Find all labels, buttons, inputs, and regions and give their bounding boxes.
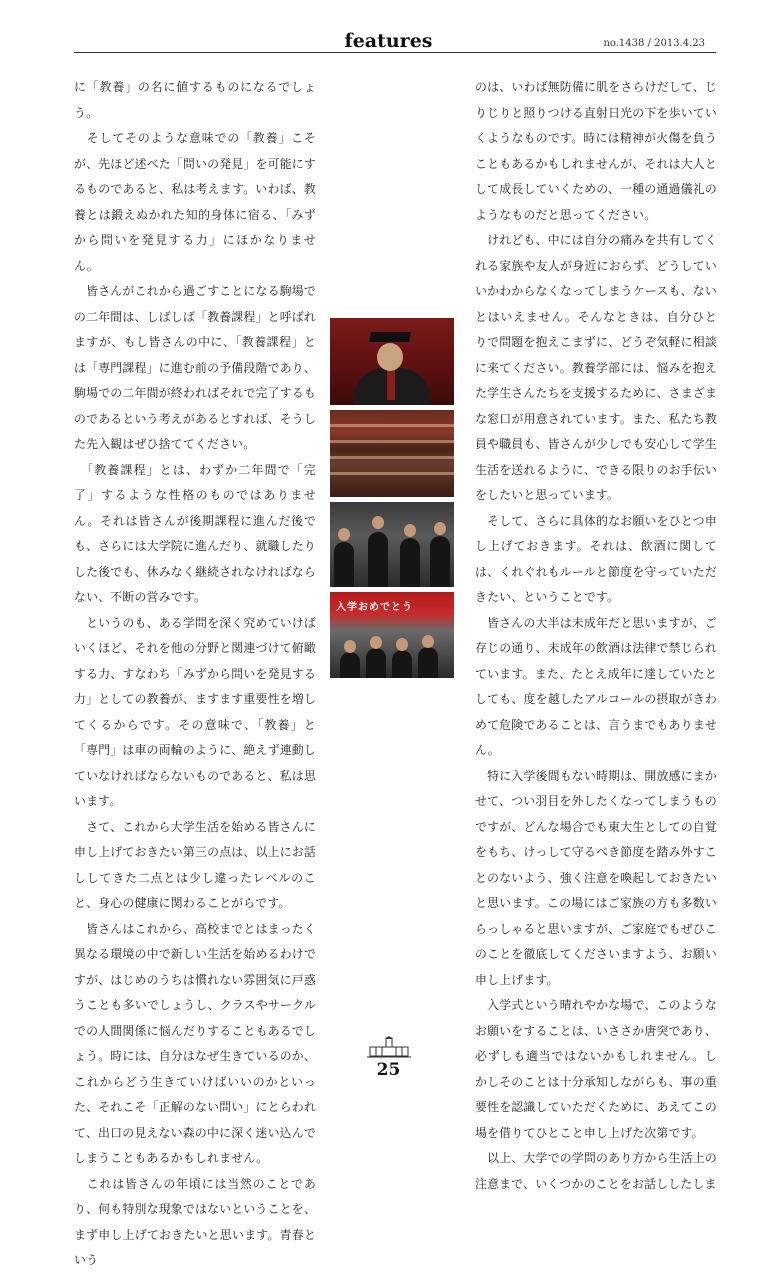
issue-info: no.1438 / 2013.4.23 — [603, 38, 705, 49]
students-clapping-photo — [330, 502, 454, 587]
right-column — [475, 75, 717, 1197]
paragraph: 特に入学後間もない時期は、開放感にまかせて、つい羽目を外したくなってしまうものですが、どんな場合でも東大生としての自覚をもち、けっして守るべき節度を踏み外すことのないよう、強く注意を喚起しておきたいと思います。この場にはご家族の方も多数いらっしゃると思いますが、ご家庭でもぜひこのことを徹底してくださいますよう、お願い申し上げます。 — [475, 768, 717, 987]
paragraph: 皆さんの大半は未成年だと思いますが、ご存じの通り、未成年の飲酒は法律で禁じられています。また、たとえ成年に達していたとしても、度を越したアルコールの摂取がきわめて危険であることは、言うまでもありません。 — [475, 615, 717, 757]
paragraph: 「教養課程」とは、わずか二年間で「完了」するような性格のものではありません。それは皆さんが後期課程に進んだ後でも、さらには大学院に進んだり、就職したりした後でも、休みなく継続されなければならない、不断の営みです。 — [74, 462, 316, 604]
paragraph: さて、これから大学生活を始める皆さんに申し上げておきたい第三の点は、以上にお話ししてきた二点とは少し違ったレベルのこと、身心の健康に関わることがらです。 — [74, 819, 316, 910]
paragraph: そしてそのような意味での「教養」こそが、先ほど述べた「問いの発見」を可能にするものであると、私は考えます。いわば、教養とは鍛えぬかれた知的身体に宿る、「みずから問いを発見する力」にほかなりません。 — [74, 131, 316, 273]
paragraph: そして、さらに具体的なお願いをひとつ申し上げておきます。それは、飲酒に関しては、くれぐれもルールと節度を守っていただきたい、ということです。 — [475, 513, 717, 604]
speaker-photo — [330, 318, 454, 405]
paragraph: 入学式という晴れやかな場で、このようなお願いをすることは、いささか唐突であり、必ずしも適当ではないかもしれません。しかしそのことは十分承知しながらも、事の重要性を認識していただくために、あえてこの場を借りてひとこと申し上げた次第です。 — [475, 998, 717, 1140]
paragraph: に「教養」の名に値するものになるでしょう。 — [74, 80, 316, 120]
paragraph: というのも、ある学問を深く究めていけばいくほど、それを他の分野と関連づけて俯瞰する力、すなわち「みずから問いを発見する力」としての教養が、ますます重要性を増してくるからです。その意味で、「教養」と「専門」は車の両輪のように、絶えず連動していなければならないものであると、私は思います。 — [74, 615, 316, 808]
section-title: features — [344, 30, 433, 52]
paragraph: これは皆さんの年頃には当然のことであり、何も特別な現象ではないということを、まず申し上げておきたいと思います。青春という — [74, 1176, 316, 1267]
hall-audience-photo — [330, 410, 454, 497]
photo-strip — [330, 318, 454, 683]
page-number: 25 — [376, 1060, 401, 1080]
paragraph: けれども、中には自分の痛みを共有してくれる家族や友人が身近におらず、どうしていいかわからなくなってしまうケースも、ないとはいえません。そんなときは、自分ひとりで問題を抱えこまずに、どうぞ気軽に相談に来てください。教養学部には、悩みを抱えた学生さんたちを支援するために、さまざまな窓口が用意されています。また、私たち教員や職員も、皆さんが少しでも安心して学生生活を送れるように、できる限りのお手伝いをしたいと思っています。 — [475, 233, 717, 502]
ceremony-banner-photo — [330, 592, 454, 678]
header-rule — [74, 52, 716, 53]
left-column — [74, 75, 316, 1274]
paragraph: 以上、大学での学問のあり方から生活上の注意まで、いくつかのことをお話ししたしま — [475, 1151, 717, 1191]
banner-text: 入学おめでとう — [336, 602, 413, 613]
paragraph: のは、いわば無防備に肌をさらけだして、じりじりと照りつける直射日光の下を歩いていくようなものです。時には精神が火傷を負うこともあるかもしれませんが、それは大人として成長していくための、一種の通過儀礼のようなものだと思ってください。 — [475, 80, 717, 222]
paragraph: 皆さんはこれから、高校までとはまったく異なる環境の中で新しい生活を始めるわけですが、はじめのうちは慣れない雰囲気に戸惑うことも多いでしょうし、クラスやサークルでの人間関係に悩んだりすることもあるでしょう。時には、自分はなぜ生きているのか、これからどう生きていけばいいのかといった、それこそ「正解のない問い」にとらわれて、出口の見えない森の中に深く迷い込んでしまうこともあるかもしれません。 — [74, 921, 316, 1165]
building-icon — [367, 1036, 411, 1058]
footer — [0, 1036, 777, 1058]
paragraph: 皆さんがこれから過ごすことになる駒場での二年間は、しばしば「教養課程」と呼ばれますが、もし皆さんの中に、「教養課程」とは「専門課程」に進む前の予備段階であり、駒場での二年間が終わればそれで完了するものであるという考えがあるとすれば、そうした先入観はぜひ捨ててください。 — [74, 284, 316, 451]
